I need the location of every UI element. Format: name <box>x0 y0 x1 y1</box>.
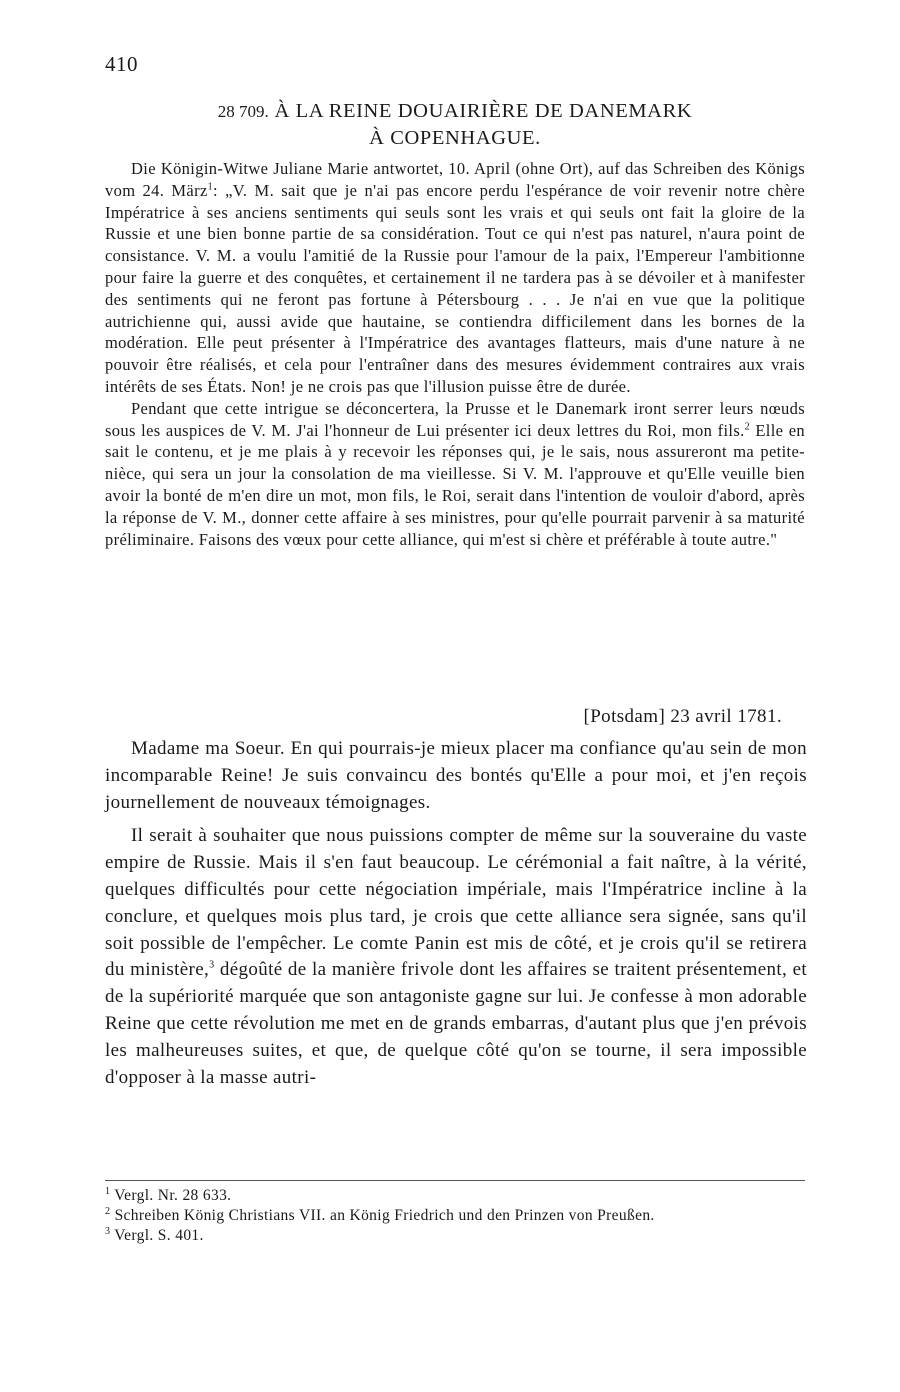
dateline: [Potsdam] 23 avril 1781. <box>583 706 782 727</box>
summary-paragraph-1 <box>105 158 805 398</box>
footnote-ref: 1 <box>207 181 213 193</box>
summary-text: Pendant que cette intrigue se déconcertera, la Prusse et le Danemark iront serrer leurs nœuds sous les auspices de V. M. J'ai l'honneur de Lui présenter ici deux lettres du Roi, mon fils. <box>105 398 805 440</box>
letter-heading <box>105 98 805 151</box>
footnote-text: Vergl. Nr. 28 633. <box>110 1187 232 1204</box>
footnote-1 <box>105 1186 807 1206</box>
summary-text: : „V. M. sait que je n'ai pas encore perdu l'espérance de voir revenir notre chère Impératrice à ses anciens sentiments qui seuls sont les vrais et qui seuls ont fait la gloire de la Russie et une bien bonne partie de sa considération. Tout ce qui n'est pas naturel, n'aura point de consistance. V. M. a voulu l'amitié de la Russie pour l'amour de la paix, l'Empereur l'ambitionne pour faire la guerre et des conquêtes, et certainement il ne tardera pas à se dévoiler et à manifester des sentiments qui ne feront pas fortune à Pétersbourg . . . Je n'ai en vue que la politique autrichienne qui, aussi avide que hautaine, se contiendra difficilement dans les bornes de la modération. Elle peut présenter à l'Impératrice des avantages flatteurs, mais d'une nature à ne pouvoir être réalisés, et cela pour l'entraîner dans des mesures évidemment contraires aux vrais intérêts de ses États. Non! je ne crois pas que l'illusion puisse être de durée. <box>105 180 805 396</box>
footnote-ref: 3 <box>209 960 215 972</box>
letter-text: Madame ma Soeur. En qui pourrais-je mieux placer ma confiance qu'au sein de mon incomparable Reine! Je suis convaincu des bontés qu'Elle a pour moi, et j'en reçois journellement de nouveaux témoignages. <box>105 738 807 813</box>
footnote-mark: 1 <box>105 1185 111 1197</box>
summary-text: Die Königin-Witwe Juliane Marie antwortet, 10. April (ohne Ort), auf das Schreiben des Königs vom 24. März <box>105 159 805 200</box>
page-number: 410 <box>105 52 138 76</box>
footnotes <box>105 1186 807 1246</box>
footnote-text: Vergl. S. 401. <box>110 1227 204 1244</box>
footnote-ref: 2 <box>744 421 750 433</box>
letter-text: dégoûté de la manière frivole dont les affaires se traitent présentement, et de la supériorité marquée que son antagoniste gagne sur lui. Je confesse à mon adorable Reine que cette révolution me met en de grands embarras, d'autant plus que j'en prévois les malheureuses suites, et que, de quelque côté qu'on se tourne, il sera impossible d'opposer à la masse autri- <box>105 959 807 1088</box>
footnote-mark: 2 <box>105 1205 111 1217</box>
footnote-text: Schreiben König Christians VII. an König Friedrich und den Prinzen von Preußen. <box>110 1207 655 1224</box>
letter-body <box>105 736 807 1091</box>
letter-paragraph-1 <box>105 736 807 816</box>
summary-block <box>105 158 805 550</box>
letter-number: 28 709. <box>217 102 269 121</box>
letter-paragraph-2 <box>105 823 807 1091</box>
letter-text: Il serait à souhaiter que nous puissions compter de même sur la souveraine du vaste empire de Russie. Mais il s'en faut beaucoup. Le cérémonial a fait naître, à la vérité, quelques difficultés pour cette négociation impériale, mais l'Impératrice incline à la conclure, et quelques mois plus tard, je crois que cette alliance sera signée, sans qu'il soit possible de l'empêcher. Le comte Panin est mis de côté, et je crois qu'il se retirera du ministère, <box>105 825 807 981</box>
summary-text: Elle en sait le contenu, et je me plais à y recevoir les réponses qui, je le sais, nous assureront ma petite-nièce, qui sera un jour la consolation de ma vieillesse. Si V. M. l'approuve et qu'Elle veuille bien avoir la bonté de m'en dire un mot, mon fils, le Roi, serait dans l'intention de vouloir d'abord, après la réponse de V. M., donner cette affaire à ses ministres, pour qu'elle pourrait parvenir à sa maturité préliminaire. Faisons des vœux pour cette alliance, qui m'est si chère et préférable à toute autre." <box>105 420 805 549</box>
summary-paragraph-2 <box>105 398 805 551</box>
footnote-2 <box>105 1206 807 1226</box>
footnote-3 <box>105 1226 807 1246</box>
heading-title-line-1: À LA REINE DOUAIRIÈRE DE DANEMARK <box>274 100 693 122</box>
heading-line-1 <box>105 98 805 125</box>
heading-title-line-2: À COPENHAGUE. <box>369 127 541 149</box>
footnote-mark: 3 <box>105 1225 111 1237</box>
footnote-divider <box>105 1180 805 1181</box>
